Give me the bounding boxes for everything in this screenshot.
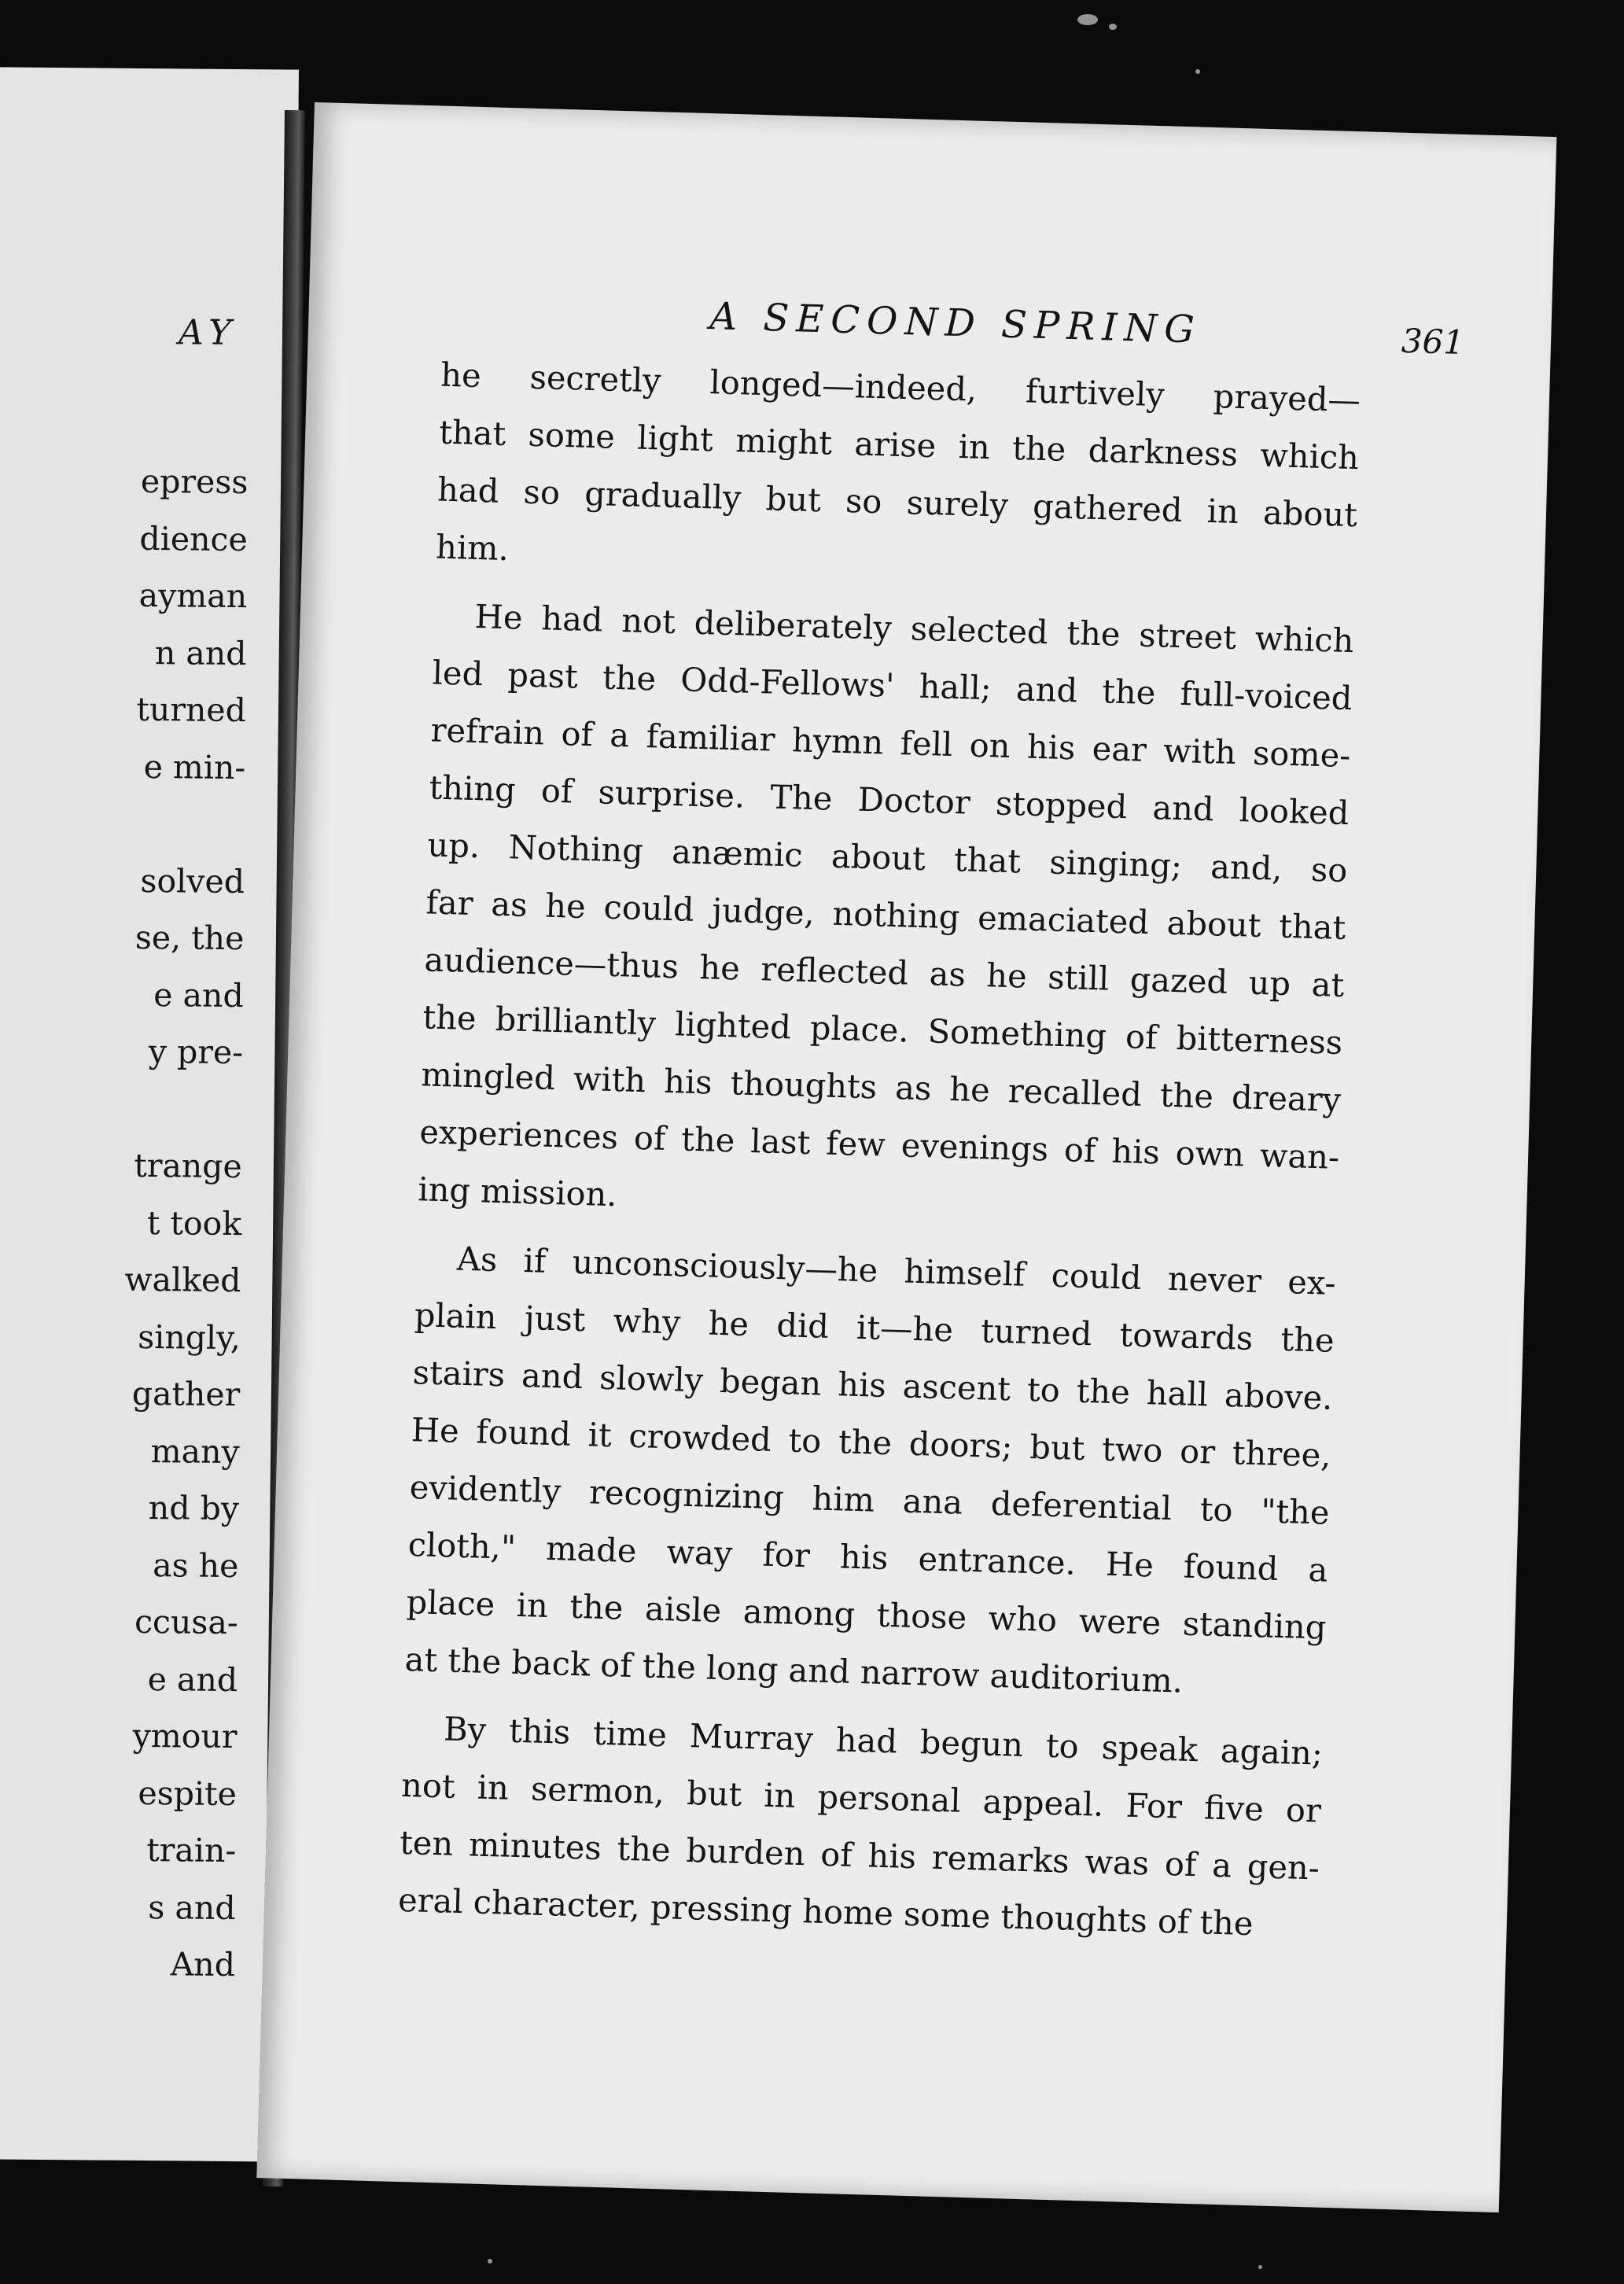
left-page-line-fragment: as he (152, 1545, 239, 1585)
text-line: plain just why he did it—he turned towards the (414, 1295, 1335, 1360)
left-page-line-fragment: n and (154, 633, 247, 672)
scan-dust-speck (1195, 69, 1200, 74)
left-page-line-fragment: e and (153, 975, 244, 1015)
text-line: led past the Odd-Fellows' hall; and the full-voiced (432, 653, 1353, 718)
text-line: not in sermon, but in personal appeal. For five or (400, 1765, 1322, 1830)
left-page-line-fragment: nd by (148, 1489, 240, 1528)
body-text (397, 346, 1361, 1954)
text-line: evidently recognizing him ana deferential to "the (409, 1468, 1331, 1532)
right-main-page (256, 102, 1556, 2212)
left-page-line-fragment: And (170, 1945, 236, 1984)
left-page-line-fragment: solved (140, 861, 245, 901)
left-page-line-fragment: t took (146, 1203, 242, 1243)
left-page-line-fragment: espite (138, 1774, 238, 1813)
text-line: cloth," made way for his entrance. He found a (407, 1525, 1329, 1590)
left-running-head: AY (178, 312, 238, 353)
scan-dust-speck (488, 2259, 492, 2264)
left-page-line-fragment: epress (140, 462, 249, 502)
paragraph (404, 1229, 1337, 1713)
page-number: 361 (1401, 321, 1465, 362)
left-page-line-fragment: walked (124, 1260, 241, 1300)
left-page-line-fragment: ccusa- (134, 1602, 238, 1642)
text-line: thing of surprise. The Doctor stopped and looked (429, 768, 1350, 833)
text-line: audience—thus he reflected as he still gazed up at (423, 940, 1345, 1004)
text-line: had so gradually but so surely gathered in about (436, 470, 1358, 535)
left-facing-page (0, 67, 299, 2162)
text-line: far as he could judge, nothing emaciated about that (425, 882, 1346, 948)
text-line: that some light might arise in the darkness which (438, 412, 1360, 477)
left-page-line-fragment: ayman (138, 576, 248, 616)
text-line: By this time Murray had begun to speak again; (443, 1709, 1324, 1773)
paragraph (397, 1699, 1324, 1954)
left-page-line-fragment: singly, (138, 1317, 241, 1357)
text-line: He had not deliberately selected the street which (474, 596, 1355, 661)
text-line: up. Nothing anæmic about that singing; and, so (427, 825, 1348, 890)
left-page-line-fragment: s and (148, 1888, 236, 1927)
text-line: at the back of the long and narrow auditorium. (404, 1639, 1184, 1700)
text-line: stairs and slowly began his ascent to the hall above. (412, 1353, 1334, 1417)
left-page-text-fragments (0, 67, 299, 1984)
paragraph (417, 587, 1354, 1243)
text-line: mingled with his thoughts as he recalled the dreary (420, 1055, 1342, 1119)
left-page-line-fragment: gather (131, 1374, 241, 1414)
text-line: refrain of a familiar hymn fell on his ear with some- (430, 710, 1352, 775)
left-page-line-fragment: e and (147, 1660, 238, 1699)
text-line: He found it crowded to the doors; but two or three, (411, 1410, 1332, 1475)
scan-dust-speck (1077, 14, 1098, 25)
text-line: As if unconsciously—he himself could never ex- (456, 1239, 1337, 1302)
text-line: ten minutes the burden of his remarks was of a gen- (399, 1822, 1320, 1888)
text-line: him. (435, 527, 510, 569)
scan-dust-speck (1258, 2265, 1262, 2269)
scan-dust-speck (1109, 24, 1117, 30)
left-page-line-fragment: turned (136, 690, 247, 730)
text-line: the brilliantly lighted place. Something of bitterness (422, 997, 1343, 1062)
paragraph (435, 346, 1361, 602)
left-page-line-fragment: y pre- (148, 1033, 244, 1072)
left-page-line-fragment: ymour (132, 1716, 238, 1756)
left-page-line-fragment: trange (134, 1146, 243, 1186)
left-page-line-fragment: train- (146, 1831, 237, 1870)
text-line: eral character, pressing home some thoughts of the (397, 1880, 1254, 1943)
left-page-line-fragment: e min- (143, 747, 246, 787)
left-page-line-fragment: dience (139, 519, 248, 558)
text-line: experiences of the last few evenings of his own wan- (418, 1112, 1340, 1177)
left-page-line-fragment: se, the (134, 918, 245, 958)
text-line: he secretly longed—indeed, furtively prayed— (440, 355, 1361, 420)
text-line: ing mission. (417, 1170, 618, 1214)
text-line: place in the aisle among those who were standing (406, 1582, 1328, 1647)
running-head-title: A SECOND SPRING (709, 294, 1202, 352)
left-page-line-fragment: many (150, 1431, 240, 1471)
